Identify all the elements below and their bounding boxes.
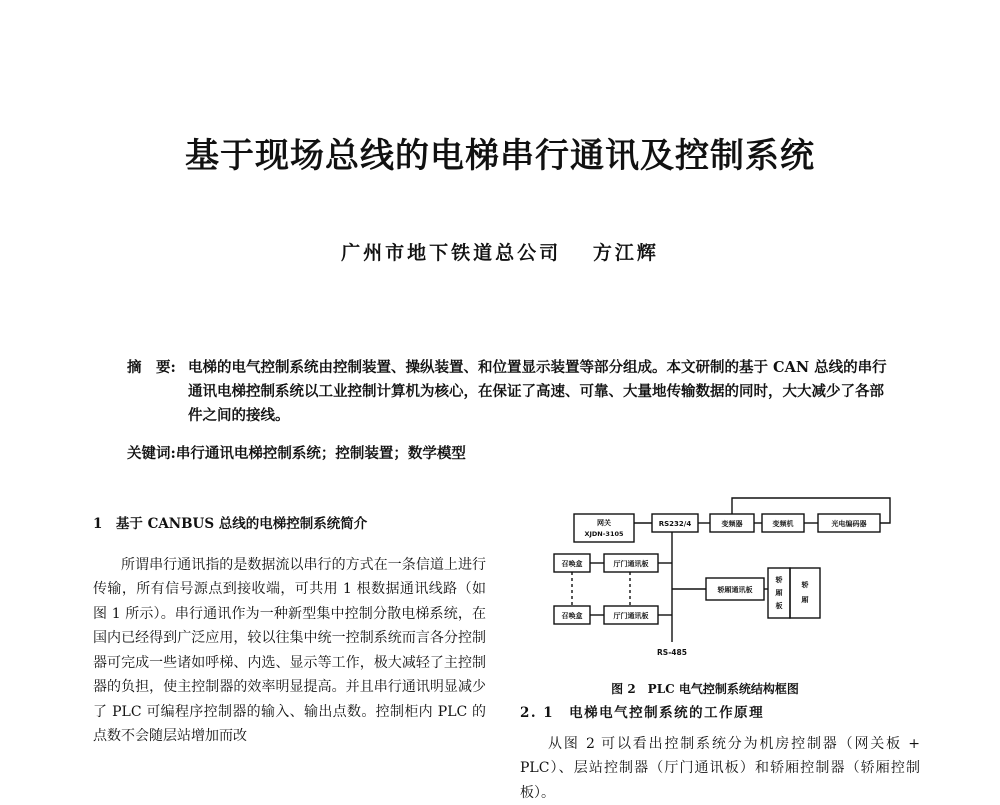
car-side-2: 厢 xyxy=(801,595,809,604)
rs485-label: RS-485 xyxy=(657,648,687,657)
author-line xyxy=(0,238,1000,265)
call-box-top-label: 召唤盒 xyxy=(562,559,583,568)
abstract-block xyxy=(127,356,887,428)
gateway-label-2: XJDN-3105 xyxy=(584,530,624,538)
author-name: 方江辉 xyxy=(593,242,659,264)
figure-caption: 图 2 PLC 电气控制系统结构框图 xyxy=(540,680,870,697)
car-side-box xyxy=(790,568,820,618)
gateway-label-1: 网关 xyxy=(597,518,611,527)
left-column xyxy=(93,512,486,749)
paper-title: 基于现场总线的电梯串行通讯及控制系统 xyxy=(0,128,1000,177)
car-vertical-2: 厢 xyxy=(775,588,783,597)
hall-board-bottom-label: 厅门通讯板 xyxy=(613,611,649,620)
section-1-paragraph: 所谓串行通讯指的是数据流以串行的方式在一条信道上进行传输，所有信号源点到接收端，可共用 1 根数据通讯线路（如图 1 所示）。串行通讯作为一种新型集中控制分散电梯系统，在国内已经得到广泛应用，较以往集中统一控制系统而言各分控制器可完成一些诸如呼梯、内选、显示等工作，极大减轻了主控制器的负担，使主控制器的效率明显提高。并且串行通讯明显减少了 PLC 可编程序控制器的输入、输出点数。控制柜内 PLC 的点数不会随层站增加而改 xyxy=(93,553,486,749)
car-board-label: 轿厢通讯板 xyxy=(717,585,753,594)
keywords-text: 串行通讯电梯控制系统；控制装置；数学模型 xyxy=(176,445,466,462)
car-vertical-3: 板 xyxy=(776,601,783,610)
hall-board-top-label: 厅门通讯板 xyxy=(613,559,649,568)
section-2-1-heading: 2. 1 电梯电气控制系统的工作原理 xyxy=(520,701,920,726)
plc-label: 变频器 xyxy=(722,519,743,528)
inverter-label: 变频机 xyxy=(773,519,794,528)
abstract-text: 电梯的电气控制系统由控制装置、操纵装置、和位置显示装置等部分组成。本文研制的基于 CAN 总线的串行通讯电梯控制系统以工业控制计算机为核心，在保证了高速、可靠、大量地传输数据的同时，大大减少了各部件之间的接线。 xyxy=(188,356,887,428)
affiliation: 广州市地下铁道总公司 xyxy=(341,242,561,264)
section-2-1-paragraph: 从图 2 可以看出控制系统分为机房控制器（网关板 + PLC）、层站控制器（厅门通讯板）和轿厢控制器（轿厢控制板）。 xyxy=(520,732,920,805)
abstract-label: 摘 要: xyxy=(127,356,187,380)
car-vertical-1: 轿 xyxy=(775,575,783,584)
converter-label: RS232/4 xyxy=(659,520,692,528)
car-side-1: 轿 xyxy=(801,580,809,589)
right-column xyxy=(520,701,920,805)
figure-2-diagram xyxy=(540,492,900,666)
encoder-label: 光电编码器 xyxy=(832,519,867,528)
call-box-bottom-label: 召唤盒 xyxy=(562,611,583,620)
section-1-heading: 1 基于 CANBUS 总线的电梯控制系统简介 xyxy=(93,512,486,537)
keywords-label: 关键词: xyxy=(127,445,176,462)
keywords-block xyxy=(127,442,887,466)
